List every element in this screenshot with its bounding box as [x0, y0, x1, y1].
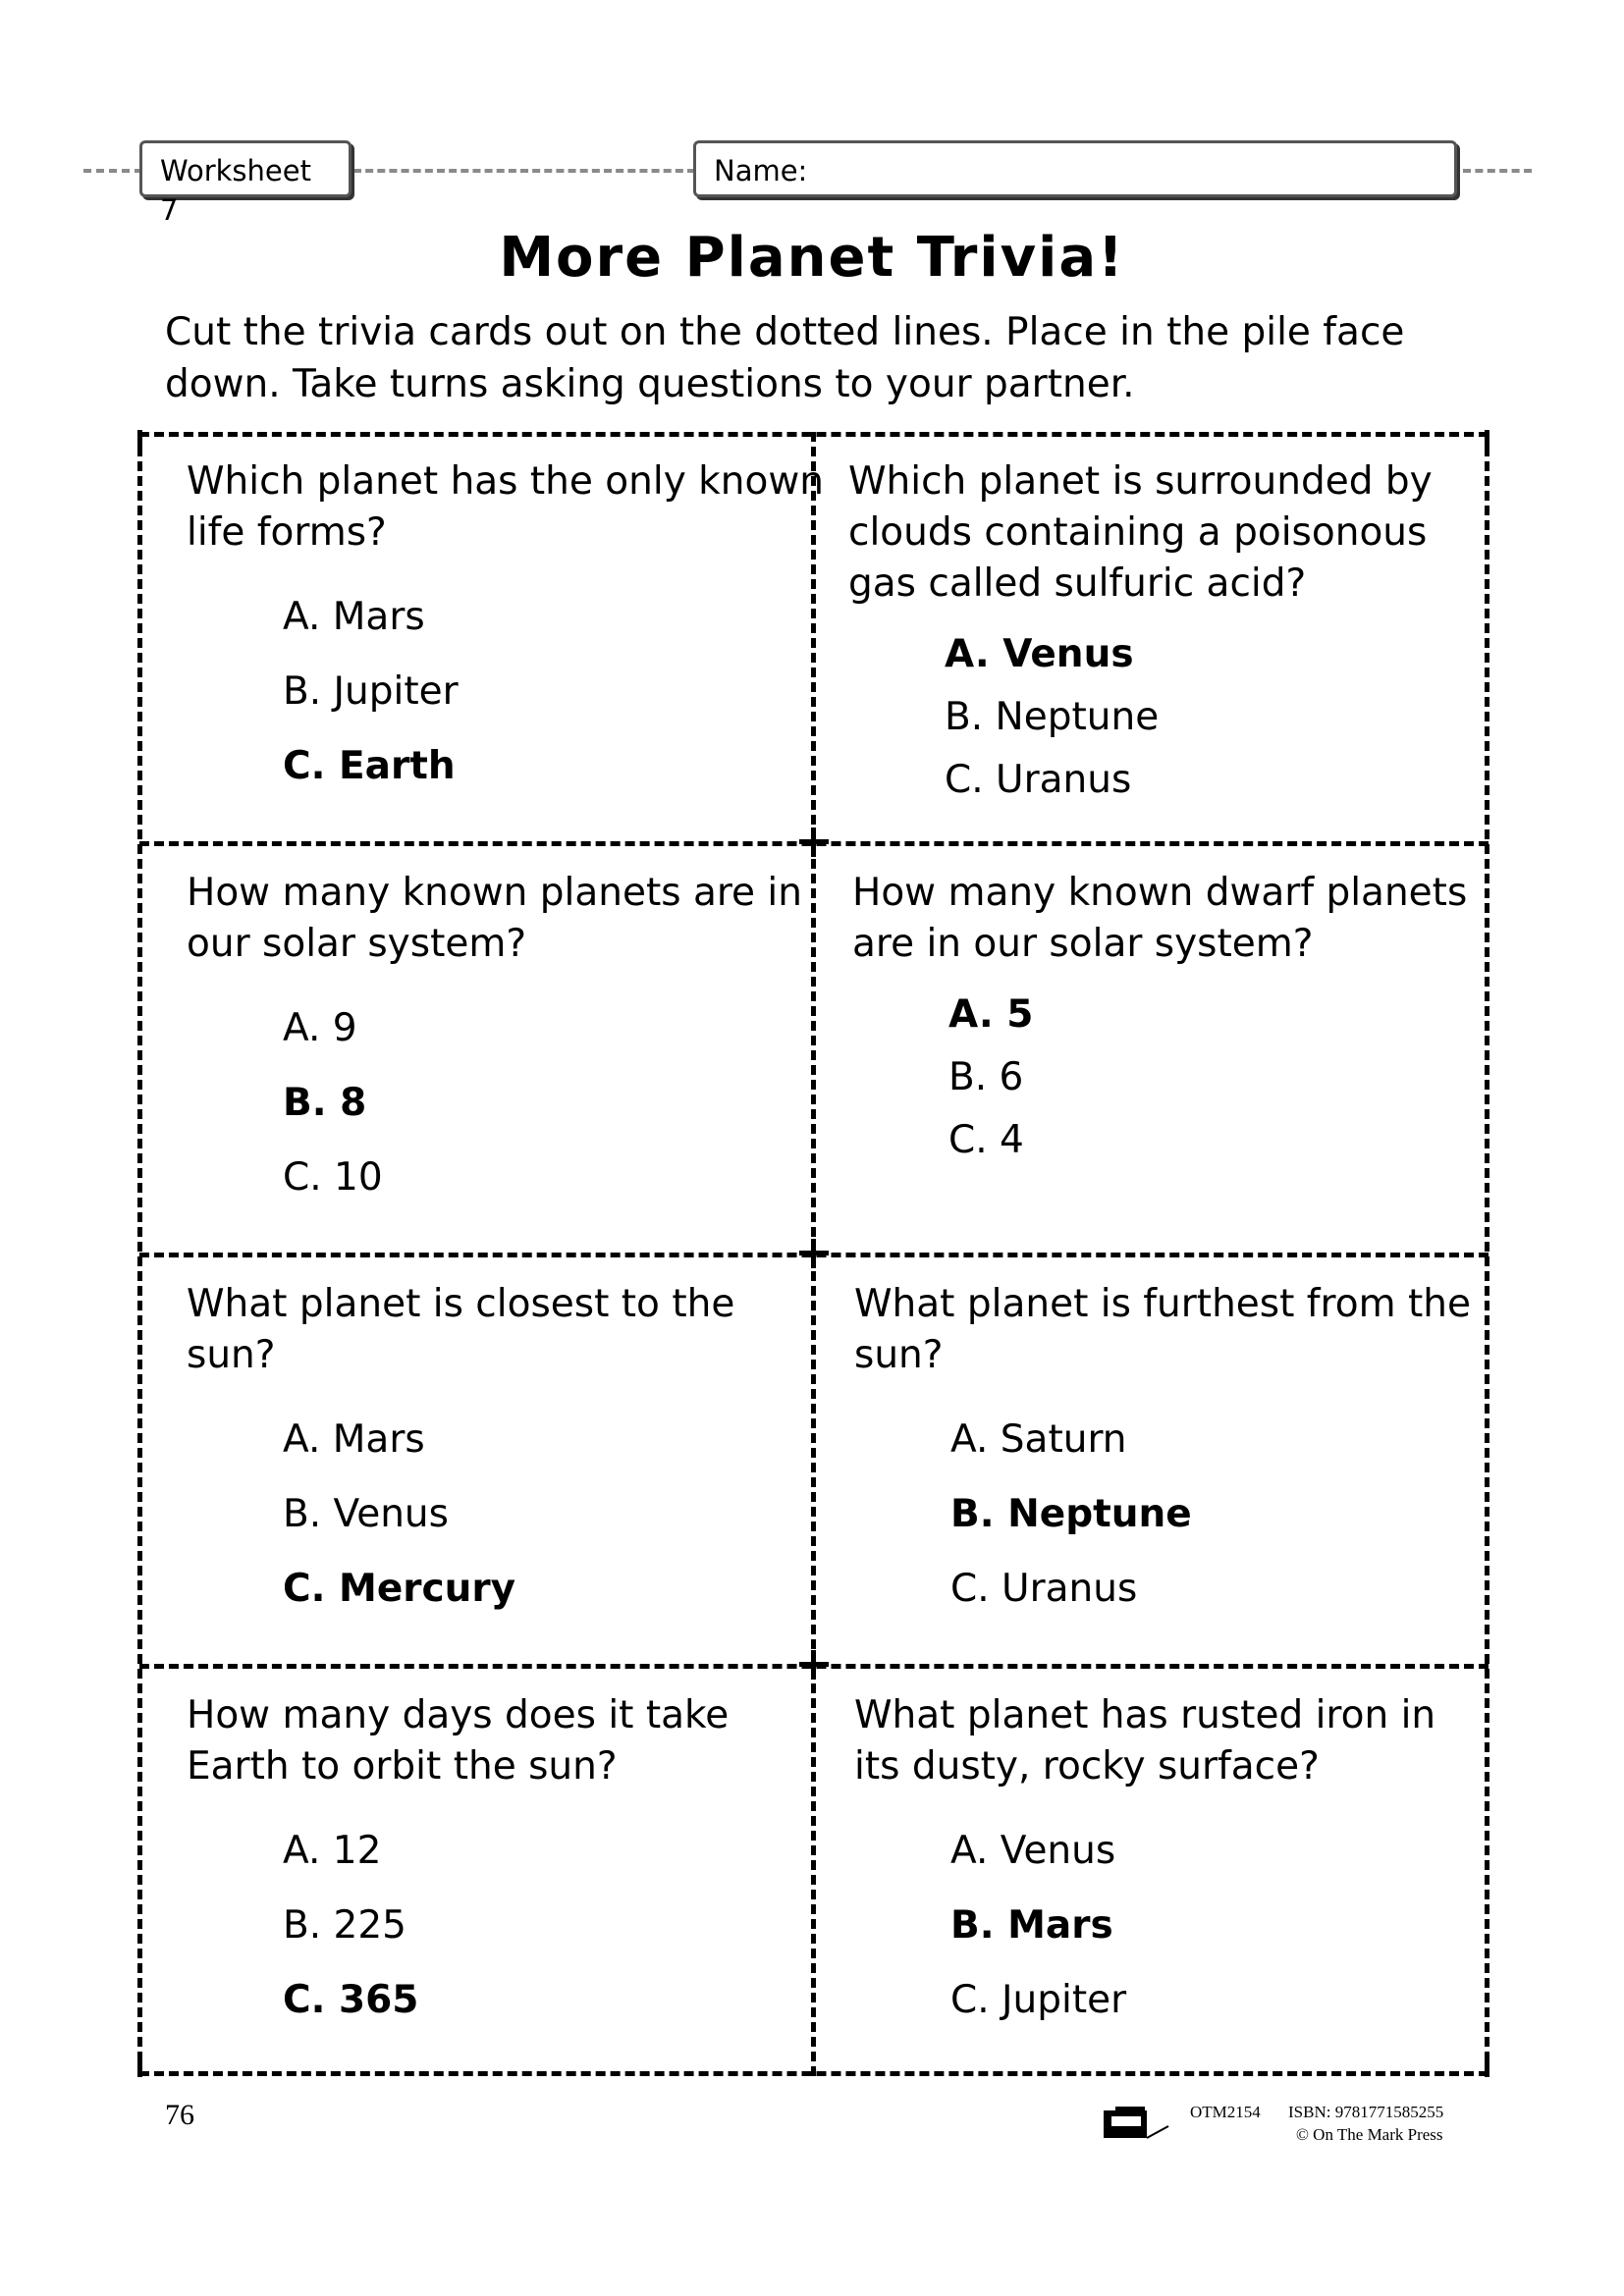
trivia-card [187, 456, 825, 804]
isbn: ISBN: 9781771585255 [1288, 2103, 1444, 2121]
card-question: How many days does it take Earth to orbit the sun? [187, 1693, 730, 1789]
option-a: A. 9 [283, 1006, 357, 1050]
card-question: Which planet has the only known life forms? [187, 459, 824, 555]
corner-mark [1485, 2054, 1489, 2077]
publisher-logo-icon [1102, 2103, 1180, 2142]
option-b: B. Venus [283, 1492, 449, 1536]
trivia-card [848, 456, 1487, 812]
cross-mark [811, 828, 816, 857]
option-c: C. 4 [948, 1118, 1024, 1162]
option-a: A. Mars [283, 1417, 425, 1462]
product-code: OTM2154 [1190, 2103, 1261, 2121]
card-options [187, 1403, 825, 1627]
option-b-correct: B. Mars [950, 1903, 1113, 1948]
option-b: B. Neptune [945, 695, 1160, 739]
card-options [187, 991, 825, 1215]
trivia-card [187, 1690, 825, 2038]
option-a: A. Saturn [950, 1417, 1127, 1462]
page-number: 76 [165, 2099, 194, 2131]
option-a-correct: A. Venus [945, 632, 1134, 676]
option-b-correct: B. 8 [283, 1081, 367, 1125]
card-question: What planet is closest to the sun? [187, 1282, 735, 1377]
card-question: Which planet is surrounded by clouds containing a poisonous gas called sulfuric acid? [848, 459, 1433, 606]
option-b: B. Jupiter [283, 669, 459, 714]
name-label: Name: [714, 154, 808, 187]
card-options [187, 1814, 825, 2038]
page-title: More Planet Trivia! [499, 226, 1125, 290]
option-c-correct: C. Earth [283, 744, 456, 788]
card-options [187, 580, 825, 804]
card-options [848, 623, 1487, 812]
card-options [854, 1814, 1492, 2038]
card-question: How many known dwarf planets are in our solar system? [852, 871, 1468, 966]
option-a-correct: A. 5 [948, 992, 1034, 1037]
option-c: C. Uranus [950, 1567, 1138, 1611]
trivia-card [854, 1279, 1492, 1627]
option-a: A. Venus [950, 1829, 1116, 1873]
option-c: C. 10 [283, 1155, 383, 1200]
option-b: B. 6 [948, 1055, 1024, 1099]
cross-mark [811, 1239, 816, 1268]
instructions: Cut the trivia cards out on the dotted lines. Place in the pile face down. Take turns asking questions to your partner. [165, 310, 1405, 406]
corner-mark [137, 2054, 142, 2077]
corner-mark [1485, 430, 1489, 454]
option-c: C. Uranus [945, 758, 1132, 802]
option-c: C. Jupiter [950, 1978, 1127, 2022]
trivia-card [187, 868, 825, 1215]
cross-mark [811, 1650, 816, 1680]
worksheet-label-box [139, 140, 352, 227]
card-options [854, 1403, 1492, 1627]
header-dash-left [83, 169, 142, 173]
card-options [852, 984, 1490, 1172]
option-b: B. 225 [283, 1903, 406, 1948]
option-c-correct: C. Mercury [283, 1567, 516, 1611]
worksheet-label: Worksheet 7 [160, 154, 311, 227]
option-a: A. 12 [283, 1829, 382, 1873]
name-field[interactable] [693, 140, 1457, 197]
corner-mark [137, 430, 142, 454]
header-dash-middle [353, 169, 695, 173]
publisher: © On The Mark Press [1296, 2125, 1443, 2144]
card-question: What planet is furthest from the sun? [854, 1282, 1471, 1377]
option-b-correct: B. Neptune [950, 1492, 1192, 1536]
option-c-correct: C. 365 [283, 1978, 419, 2022]
cut-line-left [137, 432, 142, 2076]
trivia-card [187, 1279, 825, 1627]
card-question: What planet has rusted iron in its dusty, rocky surface? [854, 1693, 1436, 1789]
trivia-card [854, 1690, 1492, 2038]
card-question: How many known planets are in our solar system? [187, 871, 802, 966]
footer-info [1190, 2101, 1444, 2144]
option-a: A. Mars [283, 595, 425, 639]
header-dash-right [1463, 169, 1532, 173]
trivia-card [852, 868, 1490, 1172]
